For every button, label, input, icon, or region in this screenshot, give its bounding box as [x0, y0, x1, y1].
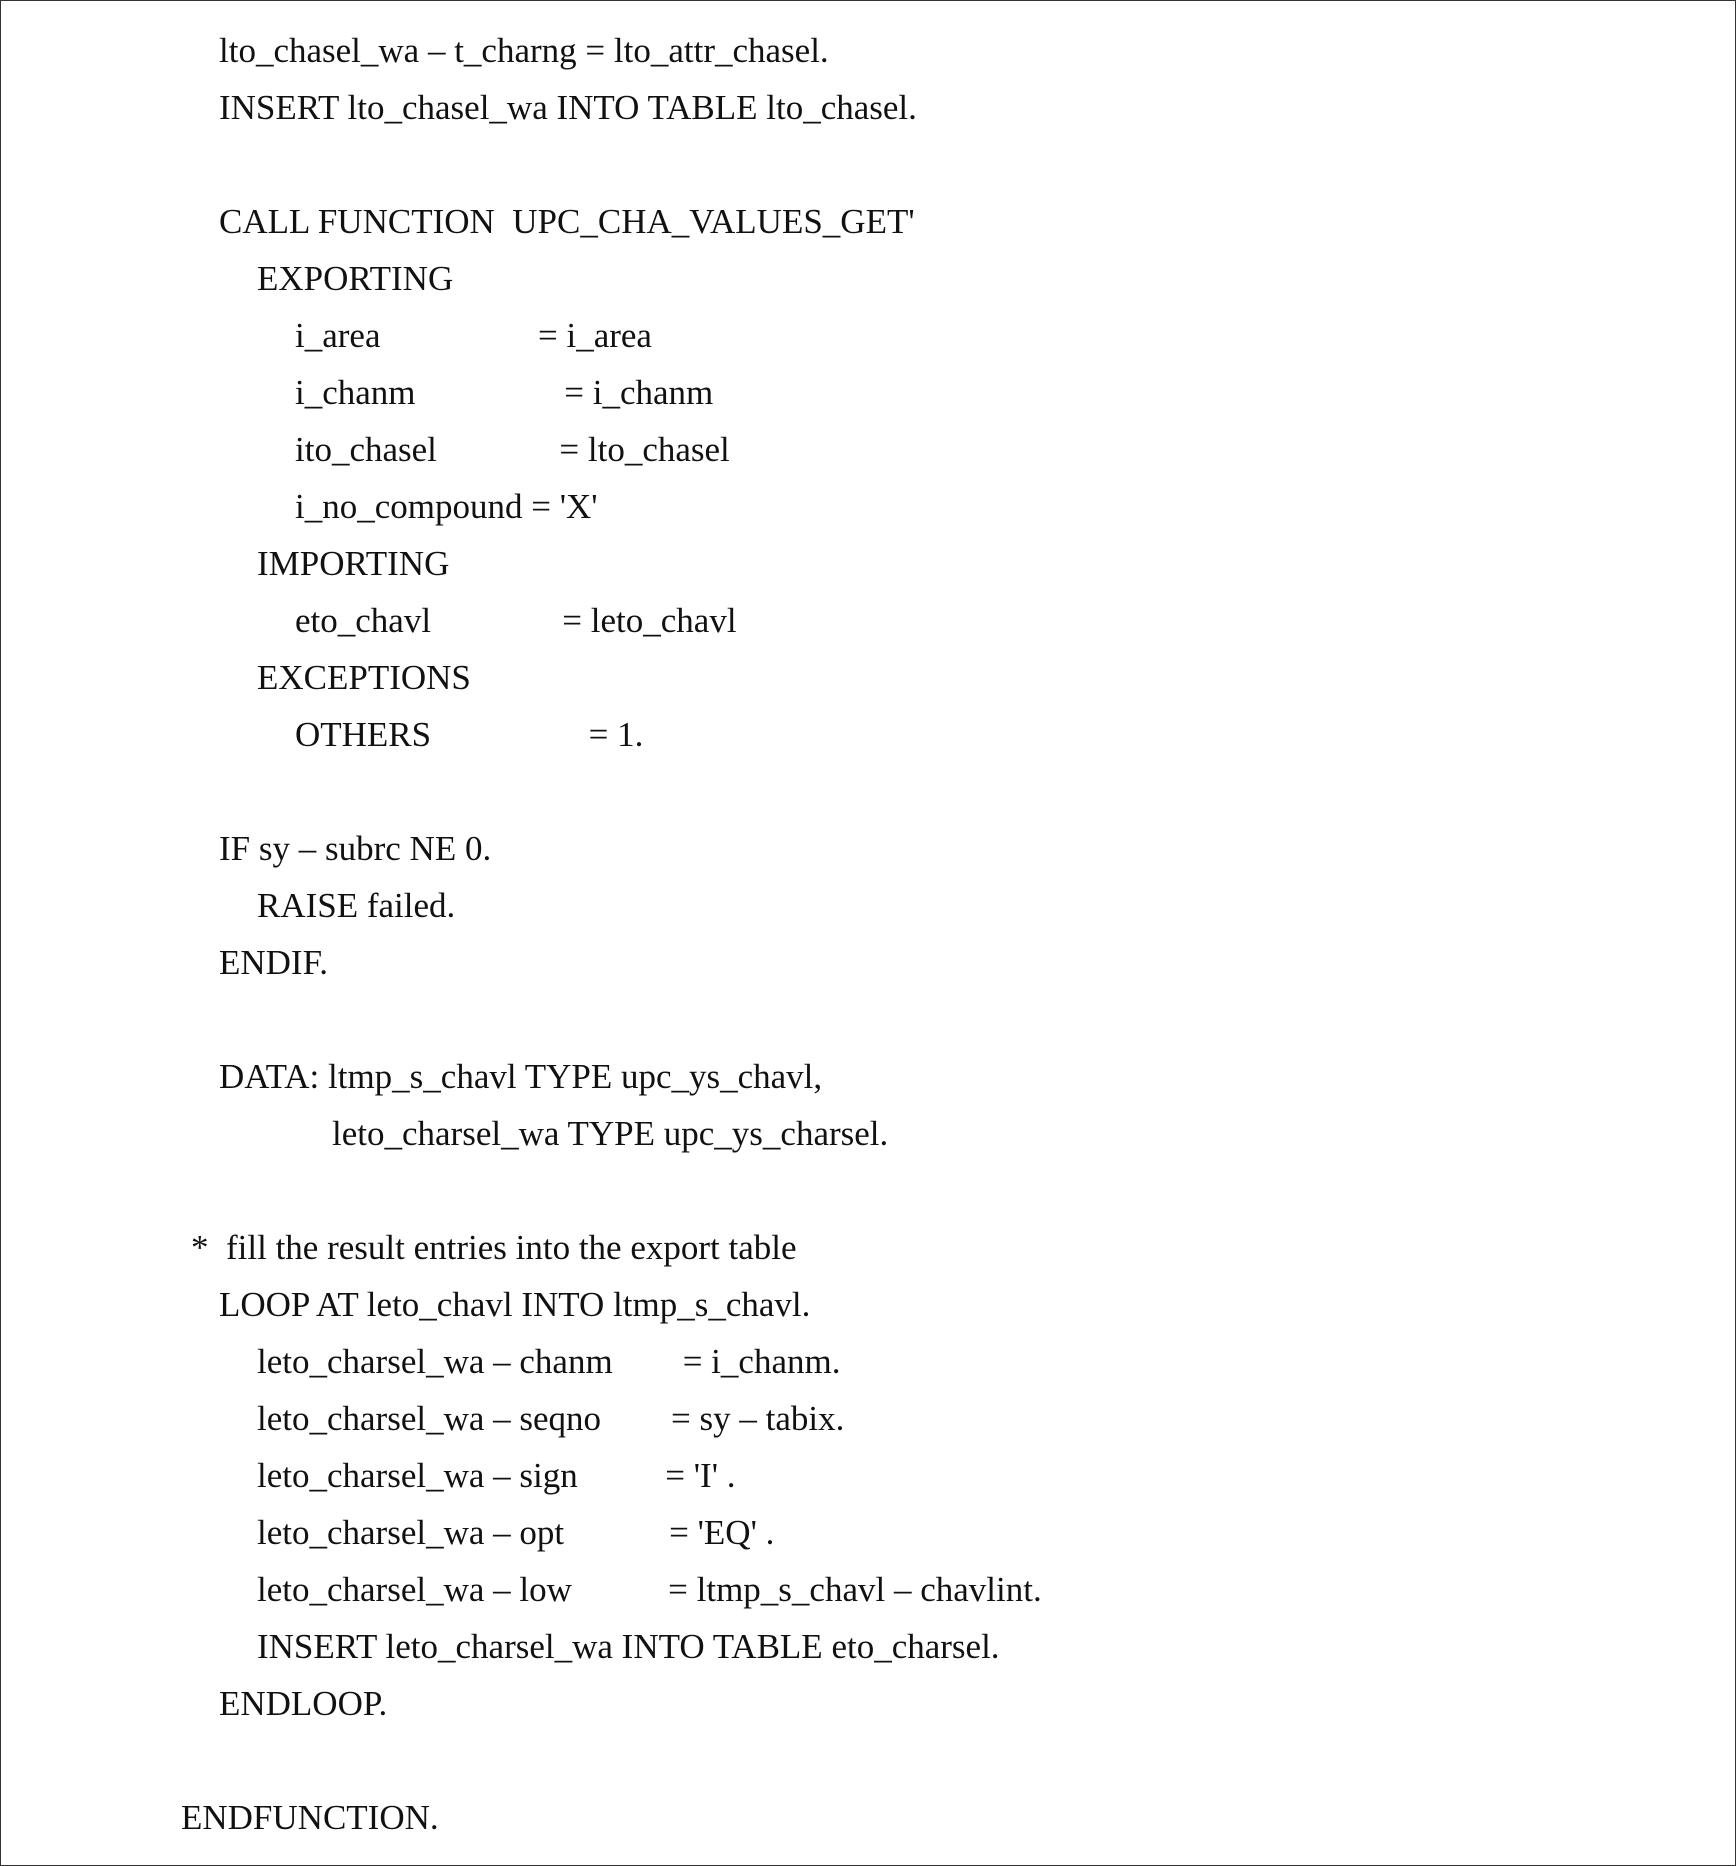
code-line: ENDFUNCTION. [181, 1798, 439, 1837]
code-line: i_no_compound = 'X' [295, 487, 598, 526]
code-line: IF sy – subrc NE 0. [219, 829, 492, 868]
code-line: EXCEPTIONS [257, 658, 471, 697]
code-comment: * fill the result entries into the export table [191, 1228, 797, 1267]
code-line: EXPORTING [257, 259, 454, 298]
code-line: ENDIF. [219, 943, 328, 982]
code-line: leto_charsel_wa – seqno = sy – tabix. [257, 1399, 845, 1438]
code-line: ito_chasel = lto_chasel [295, 430, 730, 469]
code-line: LOOP AT leto_chavl INTO ltmp_s_chavl. [219, 1285, 811, 1324]
code-line: DATA: ltmp_s_chavl TYPE upc_ys_chavl, [219, 1057, 823, 1096]
code-line: CALL FUNCTION UPC_CHA_VALUES_GET' [219, 202, 915, 241]
code-line: leto_charsel_wa – chanm = i_chanm. [257, 1342, 841, 1381]
code-line: RAISE failed. [257, 886, 456, 925]
code-line: INSERT lto_chasel_wa INTO TABLE lto_chasel. [219, 88, 917, 127]
code-line: INSERT leto_charsel_wa INTO TABLE eto_charsel. [257, 1627, 1000, 1666]
code-line: leto_charsel_wa TYPE upc_ys_charsel. [332, 1114, 889, 1153]
code-line: leto_charsel_wa – sign = 'I' . [257, 1456, 736, 1495]
code-line: ENDLOOP. [219, 1684, 388, 1723]
code-line: IMPORTING [257, 544, 450, 583]
code-line: i_area = i_area [295, 316, 652, 355]
code-line: eto_chavl = leto_chavl [295, 601, 737, 640]
code-line: lto_chasel_wa – t_charng = lto_attr_chasel. [219, 31, 829, 70]
code-line: leto_charsel_wa – opt = 'EQ' . [257, 1513, 775, 1552]
code-line: OTHERS = 1. [295, 715, 644, 754]
code-line: leto_charsel_wa – low = ltmp_s_chavl – chavlint. [257, 1570, 1042, 1609]
code-line: i_chanm = i_chanm [295, 373, 714, 412]
